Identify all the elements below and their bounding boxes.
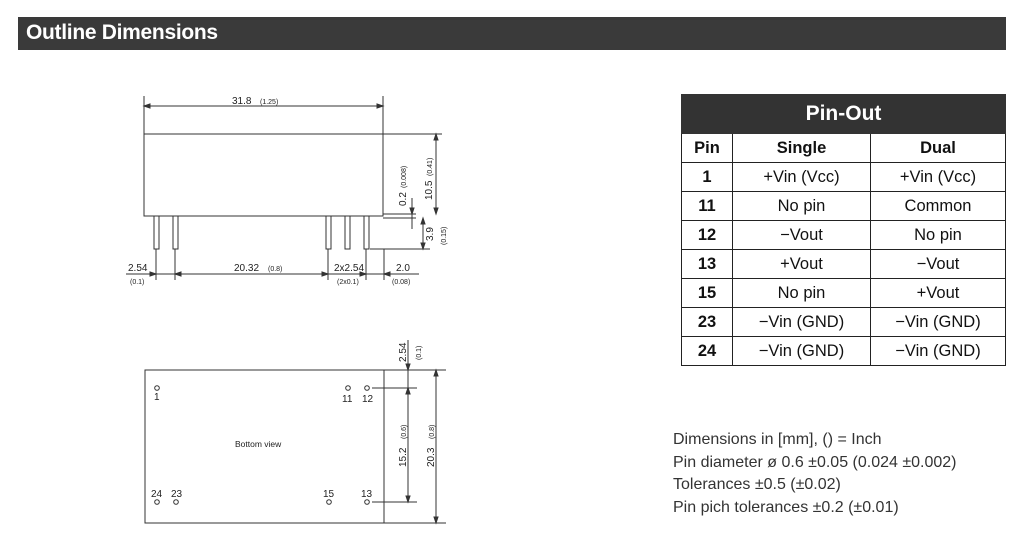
pin-label-13: 13: [361, 489, 373, 500]
table-row: [682, 279, 1006, 308]
dim-left-inch-label: (0.1): [130, 279, 145, 286]
note-pin-pitch-tolerances: Pin pich tolerances ±0.2 (±0.01): [673, 498, 899, 516]
pin-label-15: 15: [323, 489, 335, 500]
dual-function: Common: [871, 192, 1006, 221]
table-row: [682, 192, 1006, 221]
dual-function: −Vout: [871, 250, 1006, 279]
bottom-view-label: Bottom view: [235, 439, 282, 449]
pin-number: 15: [682, 279, 733, 308]
dual-function: −Vin (GND): [871, 308, 1006, 337]
dim-width-inch-label: (1.25): [260, 99, 279, 106]
dim-top-gap-label: 0.2: [398, 192, 409, 206]
dim-offset-label: 2.54: [398, 342, 409, 362]
dim-pin-span-label: 15.2: [398, 447, 409, 467]
dim-pitch-label: 2x2.54: [334, 263, 365, 274]
dual-function: No pin: [871, 221, 1006, 250]
note-units: Dimensions in [mm], () = Inch: [673, 431, 882, 448]
dim-pitch-inch-label: (2x0.1): [337, 279, 359, 286]
single-function: −Vin (GND): [733, 337, 871, 366]
dim-right-inch-label: (0.08): [392, 279, 411, 286]
pin-number: 13: [682, 250, 733, 279]
dim-right-label: 2.0: [396, 263, 410, 274]
col-header-pin: Pin: [682, 134, 733, 163]
dim-height-label: 10.5: [424, 180, 435, 200]
pin-number: 24: [682, 337, 733, 366]
dim-depth-inch-label: (0.8): [429, 424, 436, 439]
dim-height-inch-label: (0.41): [427, 157, 434, 176]
pin-number: 12: [682, 221, 733, 250]
dim-span-inch-label: (0.8): [268, 266, 283, 273]
col-header-dual: Dual: [871, 134, 1006, 163]
pinout-title: Pin-Out: [682, 95, 1006, 134]
dim-offset-inch-label: (0.1): [416, 345, 423, 360]
bottom-view-drawing: [110, 335, 460, 530]
table-row: [682, 308, 1006, 337]
dual-function: +Vout: [871, 279, 1006, 308]
pin-label-11: 11: [342, 394, 353, 405]
table-row: [682, 250, 1006, 279]
single-function: No pin: [733, 279, 871, 308]
dim-pin-span-inch-label: (0.6): [401, 424, 408, 439]
single-function: +Vin (Vcc): [733, 163, 871, 192]
dim-width-label: 31.8: [232, 96, 252, 107]
pin-label-23: 23: [171, 489, 183, 500]
pin-number: 1: [682, 163, 733, 192]
col-header-single: Single: [733, 134, 871, 163]
pin-label-12: 12: [362, 394, 374, 405]
dual-function: +Vin (Vcc): [871, 163, 1006, 192]
dim-pin-length-inch-label: (0.15): [441, 226, 448, 245]
pin-label-1: 1: [154, 392, 160, 403]
single-function: +Vout: [733, 250, 871, 279]
side-view-drawing: [110, 88, 460, 293]
single-function: −Vin (GND): [733, 308, 871, 337]
dual-function: −Vin (GND): [871, 337, 1006, 366]
table-row: [682, 163, 1006, 192]
dim-left-label: 2.54: [128, 263, 148, 274]
dim-top-gap-inch-label: (0.008): [401, 165, 408, 188]
single-function: No pin: [733, 192, 871, 221]
note-tolerances: Tolerances ±0.5 (±0.02): [673, 476, 841, 493]
section-header-bar: [18, 17, 1006, 50]
section-title: Outline Dimensions: [26, 21, 218, 44]
dim-pin-length-label: 3.9: [425, 227, 436, 241]
single-function: −Vout: [733, 221, 871, 250]
table-row: [682, 221, 1006, 250]
note-pin-diameter: Pin diameter ø 0.6 ±0.05 (0.024 ±0.002): [673, 453, 957, 471]
pin-number: 11: [682, 192, 733, 221]
dimension-notes: [673, 429, 957, 519]
pin-label-24: 24: [151, 489, 163, 500]
table-row: [682, 337, 1006, 366]
pin-number: 23: [682, 308, 733, 337]
pinout-table: [681, 94, 1006, 366]
dim-depth-label: 20.3: [426, 447, 437, 467]
dim-span-label: 20.32: [234, 263, 260, 274]
